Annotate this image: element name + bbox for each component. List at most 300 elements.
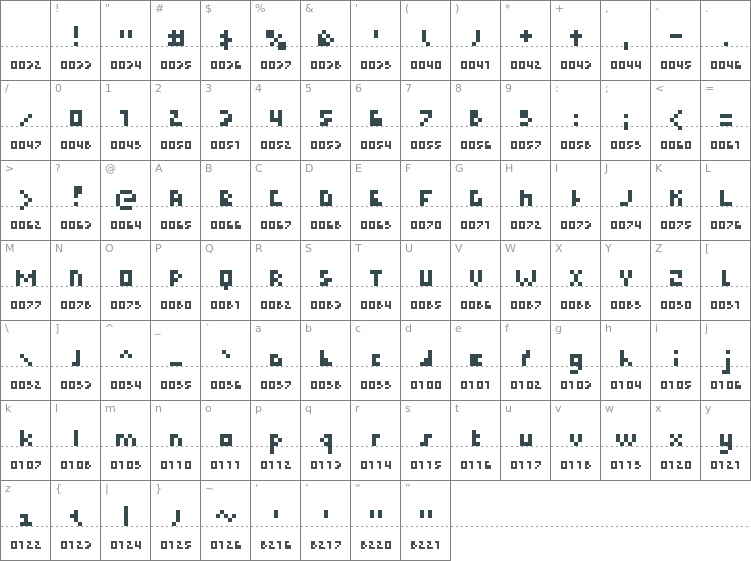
- glyph-pixel: [215, 387, 217, 389]
- glyph-pixel: [79, 543, 81, 545]
- code-digit: [427, 541, 433, 549]
- glyph-pixel: [427, 227, 429, 229]
- glyph-pixel: [28, 442, 32, 446]
- code-digit: [227, 541, 233, 549]
- code-digit: [319, 61, 325, 69]
- code-digit: [385, 141, 391, 149]
- code-digit: [419, 381, 425, 389]
- glyph-pixel: [678, 202, 682, 206]
- code-digit: [669, 461, 675, 469]
- cell-character-label: R: [255, 242, 263, 255]
- glyph-bitmap: [472, 430, 480, 446]
- code-digit: [211, 61, 217, 69]
- glyph-bitmap: [170, 362, 182, 366]
- code-digit: [635, 461, 641, 469]
- cell-character-label: =: [705, 82, 715, 95]
- glyph-pixel: [587, 67, 589, 69]
- glyph-pixel: [129, 305, 131, 307]
- unicode-code: [561, 141, 591, 149]
- cell-character-label: n: [155, 402, 162, 415]
- glyph-pixel: [70, 282, 74, 286]
- glyph-bitmap: [570, 30, 582, 46]
- glyph-pixel: [681, 223, 683, 225]
- glyph-pixel: [179, 67, 181, 69]
- glyph-pixel: [637, 307, 639, 309]
- glyph-pixel: [77, 307, 79, 309]
- glyph-pixel: [624, 126, 628, 130]
- glyph-pixel: [528, 34, 532, 38]
- cell-character-label: o: [205, 402, 212, 415]
- glyph-pixel: [381, 547, 383, 549]
- glyph-pixel: [279, 307, 281, 309]
- glyph-pixel: [379, 387, 381, 389]
- unicode-code: [511, 381, 541, 389]
- glyph-bitmap: [516, 270, 536, 286]
- glyph-pixel: [531, 145, 533, 147]
- cell-character-label: V: [455, 242, 463, 255]
- glyph-pixel: [228, 202, 232, 206]
- unicode-code: [211, 541, 241, 549]
- code-digit: [519, 221, 525, 229]
- glyph-cell: [1, 481, 51, 561]
- glyph-pixel: [439, 305, 441, 307]
- glyph-cell: [501, 1, 551, 81]
- glyph-bitmap: [20, 190, 32, 210]
- code-digit: [277, 381, 283, 389]
- cell-character-label: |: [105, 482, 109, 495]
- glyph-pixel: [81, 467, 83, 469]
- cell-character-label: /: [5, 82, 9, 95]
- glyph-pixel: [328, 110, 332, 114]
- glyph-pixel: [537, 383, 539, 385]
- glyph-pixel: [587, 387, 589, 389]
- glyph-pixel: [29, 67, 31, 69]
- cell-character-label: P: [155, 242, 162, 255]
- unicode-code: [311, 221, 341, 229]
- unicode-code: [61, 61, 91, 69]
- code-digit: [369, 221, 375, 229]
- unicode-code: [361, 461, 391, 469]
- glyph-row: [1, 321, 751, 401]
- glyph-pixel: [521, 467, 523, 469]
- code-digit: [319, 221, 325, 229]
- unicode-code: [261, 141, 291, 149]
- glyph-pixel: [471, 467, 473, 469]
- cell-character-label: p: [255, 402, 262, 415]
- code-digit: [61, 221, 67, 229]
- code-digit: [469, 461, 475, 469]
- glyph-pixel: [529, 467, 531, 469]
- glyph-pixel: [378, 270, 382, 274]
- code-digit: [427, 221, 433, 229]
- glyph-cell: [601, 241, 651, 321]
- glyph-pixel: [415, 387, 417, 389]
- unicode-code: [461, 301, 491, 309]
- glyph-pixel: [374, 282, 378, 286]
- code-digit: [169, 61, 175, 69]
- glyph-pixel: [331, 305, 333, 307]
- unicode-code: [711, 381, 741, 389]
- glyph-row: [1, 241, 751, 321]
- code-digit: [519, 381, 525, 389]
- glyph-pixel: [87, 467, 89, 469]
- glyph-bitmap: [320, 270, 332, 286]
- code-digit: [369, 301, 375, 309]
- glyph-pixel: [279, 67, 281, 69]
- code-digit: [511, 381, 517, 389]
- glyph-pixel: [165, 147, 167, 149]
- glyph-pixel: [115, 227, 117, 229]
- glyph-pixel: [681, 147, 683, 149]
- unicode-code: [11, 61, 41, 69]
- cell-character-label: j: [705, 322, 709, 335]
- glyph-cell: [501, 401, 551, 481]
- code-digit: [327, 141, 333, 149]
- glyph-cell: [301, 481, 351, 561]
- glyph-pixel: [379, 543, 381, 545]
- glyph-pixel: [28, 522, 32, 526]
- code-digit: [77, 61, 83, 69]
- code-digit: [677, 381, 683, 389]
- glyph-row: [1, 81, 751, 161]
- glyph-pixel: [278, 282, 282, 286]
- glyph-bitmap: [374, 30, 378, 46]
- code-digit: [11, 461, 17, 469]
- glyph-cell: [1, 81, 51, 161]
- glyph-cell: [551, 1, 601, 81]
- glyph-pixel: [223, 67, 225, 69]
- glyph-pixel: [328, 362, 332, 366]
- unicode-code: [611, 381, 641, 389]
- glyph-pixel: [123, 387, 125, 389]
- code-digit: [119, 141, 125, 149]
- glyph-pixel: [274, 190, 278, 194]
- glyph-pixel: [487, 141, 489, 143]
- glyph-pixel: [265, 67, 267, 69]
- glyph-row: [1, 161, 751, 241]
- code-digit: [427, 61, 433, 69]
- code-digit: [569, 301, 575, 309]
- glyph-bitmap: [670, 270, 682, 286]
- glyph-pixel: [181, 65, 183, 67]
- code-digit: [85, 141, 91, 149]
- glyph-pixel: [573, 147, 575, 149]
- code-digit: [161, 541, 167, 549]
- glyph-pixel: [239, 547, 241, 549]
- glyph-pixel: [265, 545, 267, 547]
- glyph-pixel: [65, 387, 67, 389]
- code-digit: [361, 221, 367, 229]
- glyph-cell: [551, 241, 601, 321]
- glyph-pixel: [529, 307, 531, 309]
- glyph-pixel: [389, 65, 391, 67]
- glyph-cell: [101, 241, 151, 321]
- glyph-pixel: [274, 514, 278, 518]
- code-digit: [361, 141, 367, 149]
- code-digit: [127, 541, 133, 549]
- glyph-cell: [551, 161, 601, 241]
- glyph-pixel: [323, 67, 325, 69]
- code-digit: [127, 141, 133, 149]
- glyph-pixel: [31, 65, 33, 67]
- glyph-pixel: [674, 114, 678, 118]
- glyph-pixel: [365, 307, 367, 309]
- glyph-cell: [51, 241, 101, 321]
- unicode-code: [261, 381, 291, 389]
- glyph-pixel: [681, 305, 683, 307]
- glyph-pixel: [689, 221, 691, 223]
- code-digit: [169, 301, 175, 309]
- glyph-cell: [151, 241, 201, 321]
- glyph-pixel: [87, 307, 89, 309]
- code-digit: [627, 141, 633, 149]
- glyph-pixel: [231, 145, 233, 147]
- code-digit: [227, 381, 233, 389]
- glyph-pixel: [274, 442, 278, 446]
- glyph-pixel: [330, 38, 334, 42]
- glyph-pixel: [389, 547, 391, 549]
- glyph-cell: [501, 241, 551, 321]
- code-digit: [427, 381, 433, 389]
- glyph-pixel: [28, 114, 32, 118]
- code-digit: [461, 461, 467, 469]
- glyph-pixel: [381, 65, 383, 67]
- glyph-cell: [201, 161, 251, 241]
- code-digit: [77, 301, 83, 309]
- glyph-pixel: [429, 543, 431, 545]
- code-digit: [361, 541, 367, 549]
- unicode-code: [411, 461, 441, 469]
- code-digit: [511, 461, 517, 469]
- glyph-row: [1, 401, 751, 481]
- glyph-pixel: [379, 467, 381, 469]
- code-digit: [369, 381, 375, 389]
- glyph-pixel: [535, 307, 537, 309]
- glyph-bitmap: [120, 270, 132, 286]
- code-digit: [227, 461, 233, 469]
- glyph-pixel: [421, 467, 423, 469]
- code-digit: [511, 141, 517, 149]
- glyph-pixel: [565, 227, 567, 229]
- glyph-cell: [1, 241, 51, 321]
- glyph-pixel: [639, 465, 641, 467]
- glyph-pixel: [173, 147, 175, 149]
- unicode-code: [711, 461, 741, 469]
- code-digit: [261, 141, 267, 149]
- unicode-code: [311, 461, 341, 469]
- code-digit: [669, 141, 675, 149]
- code-digit: [727, 301, 733, 309]
- glyph-pixel: [287, 143, 289, 145]
- glyph-pixel: [631, 67, 633, 69]
- glyph-pixel: [478, 362, 482, 366]
- unicode-code: [361, 301, 391, 309]
- glyph-pixel: [376, 434, 380, 438]
- glyph-pixel: [329, 467, 331, 469]
- glyph-bitmap: [670, 434, 682, 446]
- code-digit: [169, 381, 175, 389]
- glyph-cell: [651, 161, 701, 241]
- glyph-pixel: [281, 385, 283, 387]
- glyph-pixel: [737, 61, 739, 63]
- code-digit: [277, 541, 283, 549]
- glyph-pixel: [337, 227, 339, 229]
- cell-character-label: q: [305, 402, 312, 415]
- glyph-bitmap: [372, 434, 380, 446]
- glyph-pixel: [472, 42, 476, 46]
- glyph-pixel: [129, 543, 131, 545]
- glyph-pixel: [115, 67, 117, 69]
- glyph-pixel: [487, 387, 489, 389]
- glyph-pixel: [329, 221, 331, 223]
- code-digit: [285, 461, 291, 469]
- glyph-pixel: [631, 305, 633, 307]
- code-digit: [477, 381, 483, 389]
- glyph-pixel: [187, 67, 189, 69]
- code-digit: [319, 541, 325, 549]
- unicode-code: [311, 141, 341, 149]
- glyph-pixel: [237, 61, 239, 63]
- glyph-pixel: [515, 67, 517, 69]
- glyph-bitmap: [624, 114, 628, 130]
- glyph-pixel: [539, 463, 541, 465]
- cell-character-label: g: [555, 322, 562, 335]
- glyph-pixel: [523, 67, 525, 69]
- glyph-pixel: [639, 305, 641, 307]
- glyph-cell: [701, 241, 751, 321]
- glyph-pixel: [329, 387, 331, 389]
- glyph-pixel: [726, 282, 730, 286]
- code-digit: [61, 301, 67, 309]
- glyph-pixel: [215, 227, 217, 229]
- glyph-pixel: [24, 278, 28, 282]
- cell-character-label: (: [405, 2, 410, 15]
- glyph-pixel: [121, 547, 123, 549]
- glyph-pixel: [615, 227, 617, 229]
- glyph-cell: [601, 161, 651, 241]
- cell-character-label: A: [155, 162, 163, 175]
- code-digit: [319, 461, 325, 469]
- glyph-pixel: [178, 362, 182, 366]
- code-digit: [419, 461, 425, 469]
- code-digit: [561, 61, 567, 69]
- baseline-dashed-line: [1, 286, 751, 287]
- cell-character-label: L: [705, 162, 712, 175]
- cell-character-label: z: [5, 482, 11, 495]
- unicode-code: [511, 221, 541, 229]
- cell-character-label: C: [255, 162, 263, 175]
- code-digit: [61, 61, 67, 69]
- code-digit: [519, 301, 525, 309]
- glyph-pixel: [115, 467, 117, 469]
- unicode-code: [611, 301, 641, 309]
- glyph-cell: [201, 81, 251, 161]
- glyph-pixel: [428, 190, 432, 194]
- glyph-pixel: [689, 147, 691, 149]
- glyph-pixel: [413, 547, 415, 549]
- glyph-pixel: [537, 223, 539, 225]
- glyph-pixel: [379, 221, 381, 223]
- glyph-pixel: [37, 465, 39, 467]
- glyph-pixel: [389, 385, 391, 387]
- glyph-pixel: [389, 225, 391, 227]
- glyph-pixel: [681, 467, 683, 469]
- glyph-pixel: [528, 282, 532, 286]
- glyph-bitmap: [270, 190, 282, 206]
- glyph-cell: [1, 321, 51, 401]
- code-digit: [119, 301, 125, 309]
- glyph-bitmap: [318, 30, 334, 46]
- glyph-pixel: [326, 42, 330, 46]
- glyph-pixel: [78, 282, 82, 286]
- glyph-pixel: [689, 381, 691, 383]
- glyph-pixel: [273, 227, 275, 229]
- glyph-pixel: [127, 307, 129, 309]
- glyph-pixel: [670, 202, 674, 206]
- glyph-pixel: [181, 547, 183, 549]
- glyph-pixel: [29, 221, 31, 223]
- code-digit: [685, 221, 691, 229]
- code-digit: [277, 461, 283, 469]
- glyph-pixel: [74, 194, 78, 198]
- glyph-pixel: [179, 467, 181, 469]
- glyph-bitmap: [220, 434, 232, 446]
- glyph-pixel: [279, 467, 281, 469]
- glyph-pixel: [565, 147, 567, 149]
- glyph-cell: [301, 81, 351, 161]
- glyph-pixel: [335, 547, 337, 549]
- glyph-pixel: [537, 305, 539, 307]
- glyph-pixel: [629, 467, 631, 469]
- code-digit: [711, 381, 717, 389]
- glyph-pixel: [339, 305, 341, 307]
- glyph-bitmap: [220, 110, 232, 126]
- glyph-pixel: [79, 387, 81, 389]
- glyph-pixel: [139, 387, 141, 389]
- cell-character-label: #: [155, 2, 165, 15]
- glyph-pixel: [565, 67, 567, 69]
- glyph-pixel: [527, 227, 529, 229]
- glyph-pixel: [228, 518, 232, 522]
- unicode-code: [161, 461, 191, 469]
- code-digit: [611, 301, 617, 309]
- glyph-pixel: [624, 202, 628, 206]
- cell-character-label: {: [55, 482, 62, 495]
- code-digit: [535, 381, 541, 389]
- code-digit: [719, 221, 725, 229]
- glyph-pixel: [231, 65, 233, 67]
- glyph-bitmap: [124, 506, 128, 526]
- glyph-cell: [651, 321, 701, 401]
- glyph-cell: [251, 481, 301, 561]
- code-digit: [661, 301, 667, 309]
- glyph-pixel: [215, 467, 217, 469]
- unicode-code: [11, 461, 41, 469]
- glyph-pixel: [270, 450, 274, 454]
- glyph-cell: [251, 81, 301, 161]
- unicode-code: [361, 141, 391, 149]
- glyph-pixel: [573, 67, 575, 69]
- glyph-pixel: [178, 122, 182, 126]
- glyph-pixel: [315, 67, 317, 69]
- code-digit: [111, 221, 117, 229]
- cell-character-label: ": [105, 2, 111, 15]
- glyph-pixel: [739, 227, 741, 229]
- glyph-pixel: [420, 514, 424, 518]
- cell-character-label: ’: [305, 482, 309, 495]
- glyph-pixel: [89, 465, 91, 467]
- glyph-pixel: [278, 202, 282, 206]
